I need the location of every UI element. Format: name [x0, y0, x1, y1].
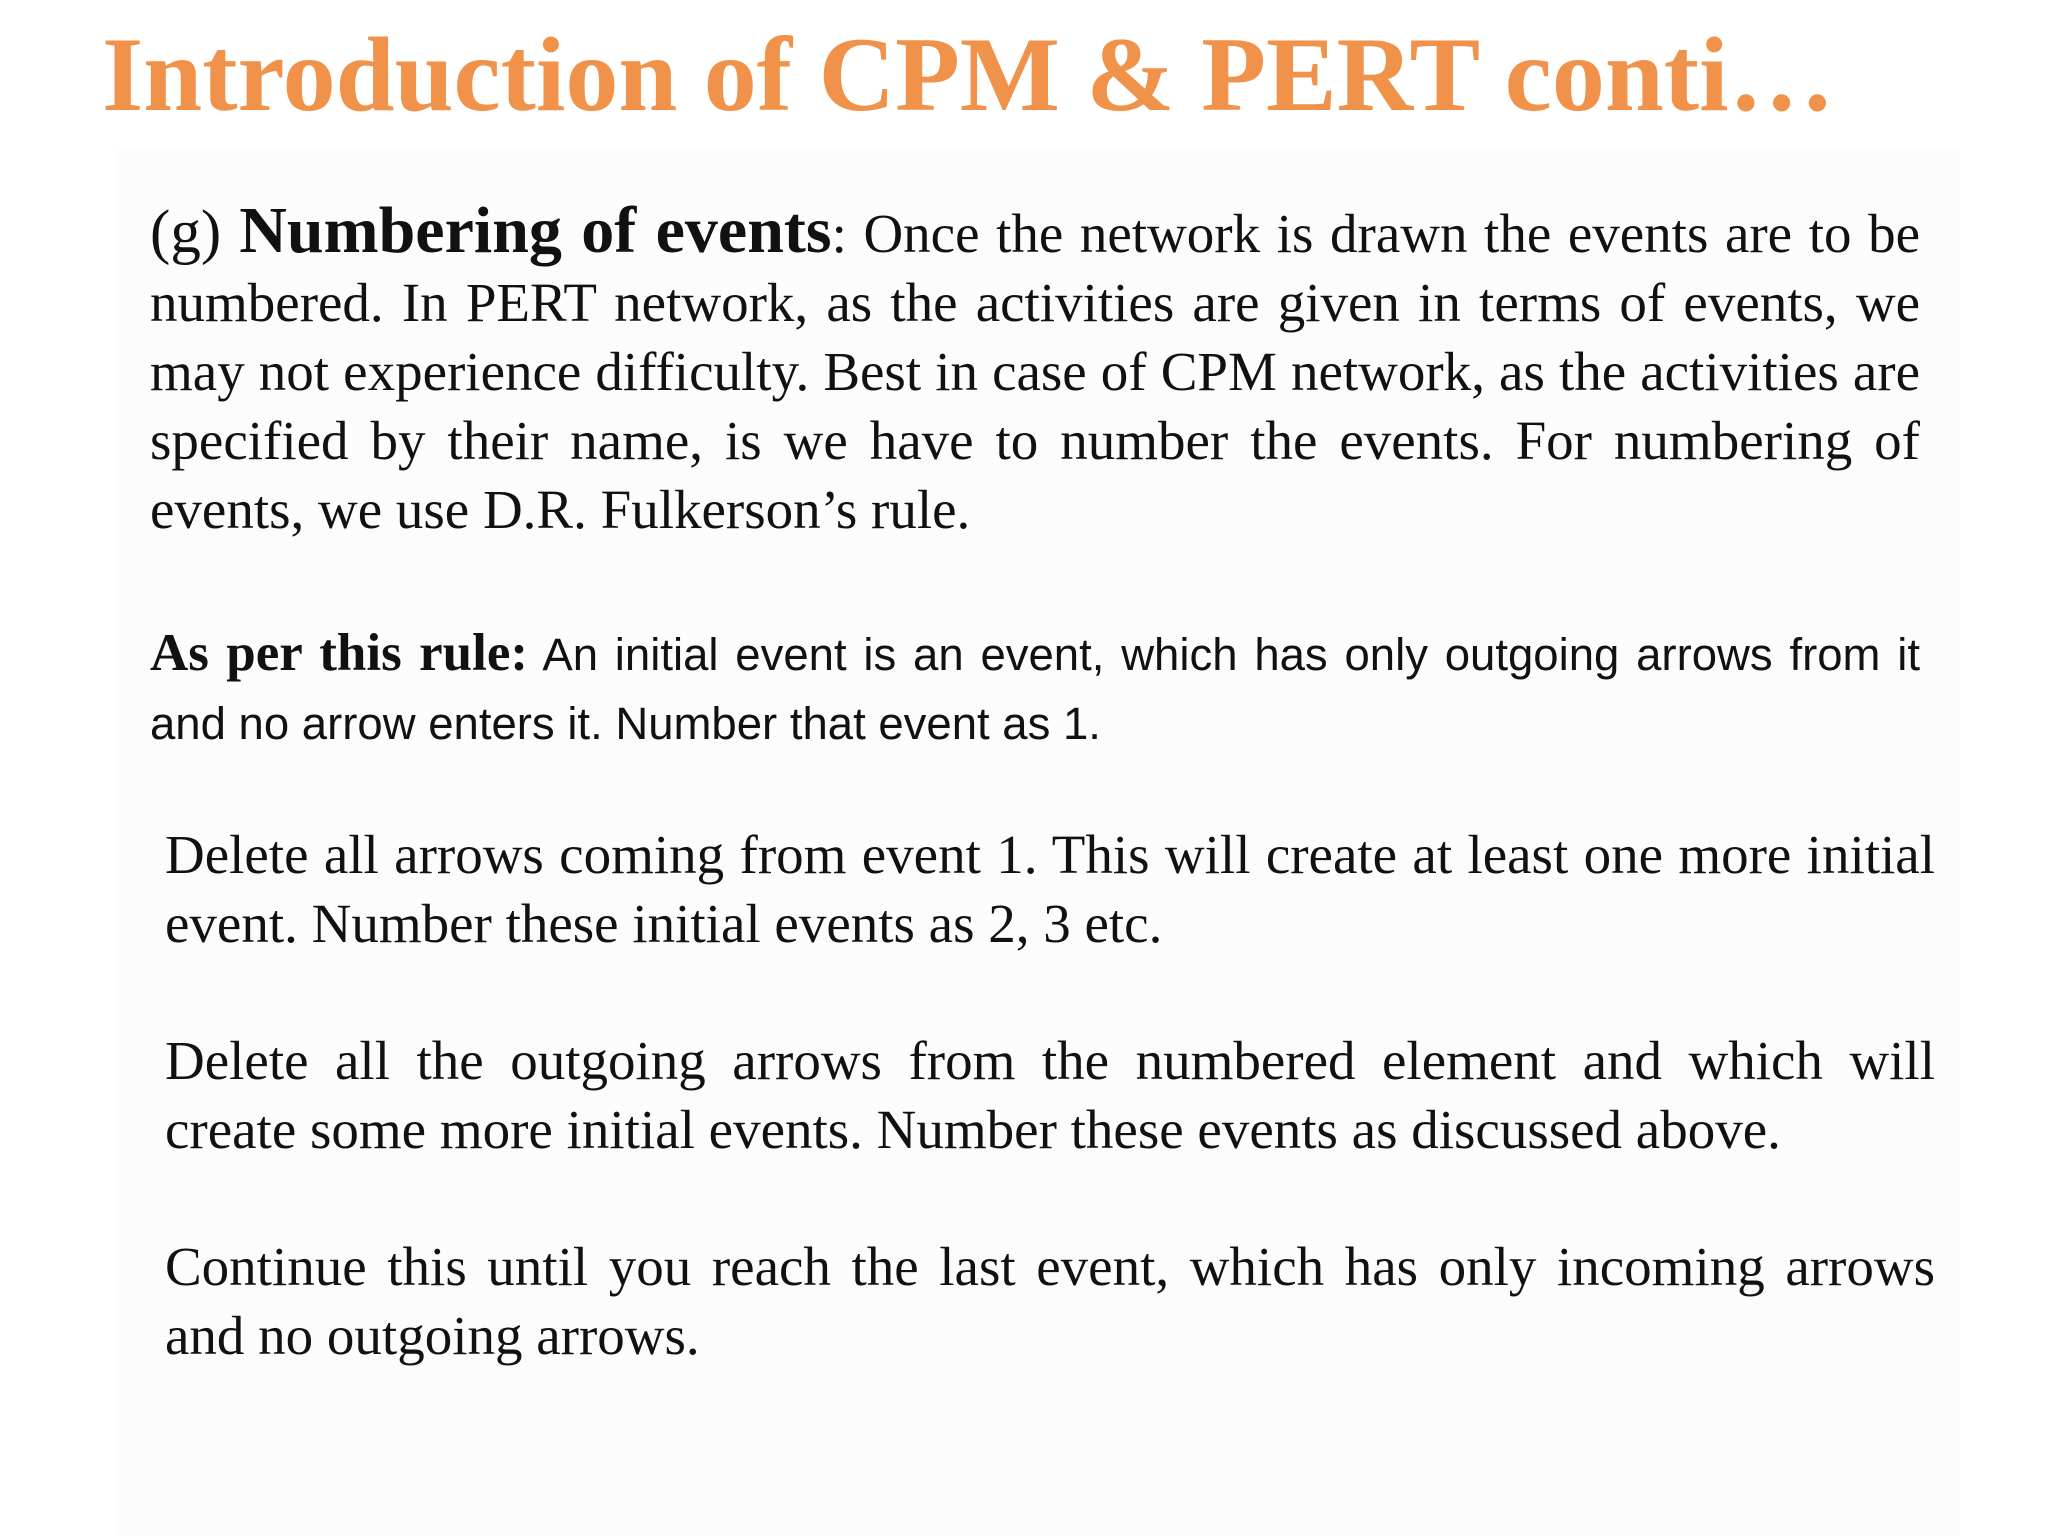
step-paragraph-3: Continue this until you reach the last event, which has only incoming arrows and no outgoing arrows.	[165, 1236, 1935, 1366]
section-label: (g)	[150, 199, 240, 266]
step-paragraph-2: Delete all the outgoing arrows from the numbered element and which will create some more initial events. Number these events as discussed above.	[165, 1030, 1935, 1160]
rule-label: As per this rule:	[150, 624, 529, 682]
step-paragraph-1: Delete all arrows coming from event 1. This will create at least one more initial event. Number these initial events as 2, 3 etc.	[165, 824, 1935, 954]
rule-body: An initial event is an event, which has only outgoing arrows from it and no arrow enters it. Number that event as 1.	[150, 629, 1920, 749]
section-heading: Numbering of events	[239, 194, 832, 267]
section-body: : Once the network is drawn the events are to be numbered. In PERT network, as the activities are given in terms of events, we may not experience difficulty. Best in case of CPM network, as the activities are specified by their name, is we have to number the events. For numbering of events, we use D.R. Fulkerson’s rule.	[150, 203, 1920, 540]
rule-paragraph	[150, 619, 1920, 758]
slide-title: Introduction of CPM & PERT conti…	[102, 16, 1835, 133]
numbering-of-events-paragraph	[150, 196, 1920, 544]
